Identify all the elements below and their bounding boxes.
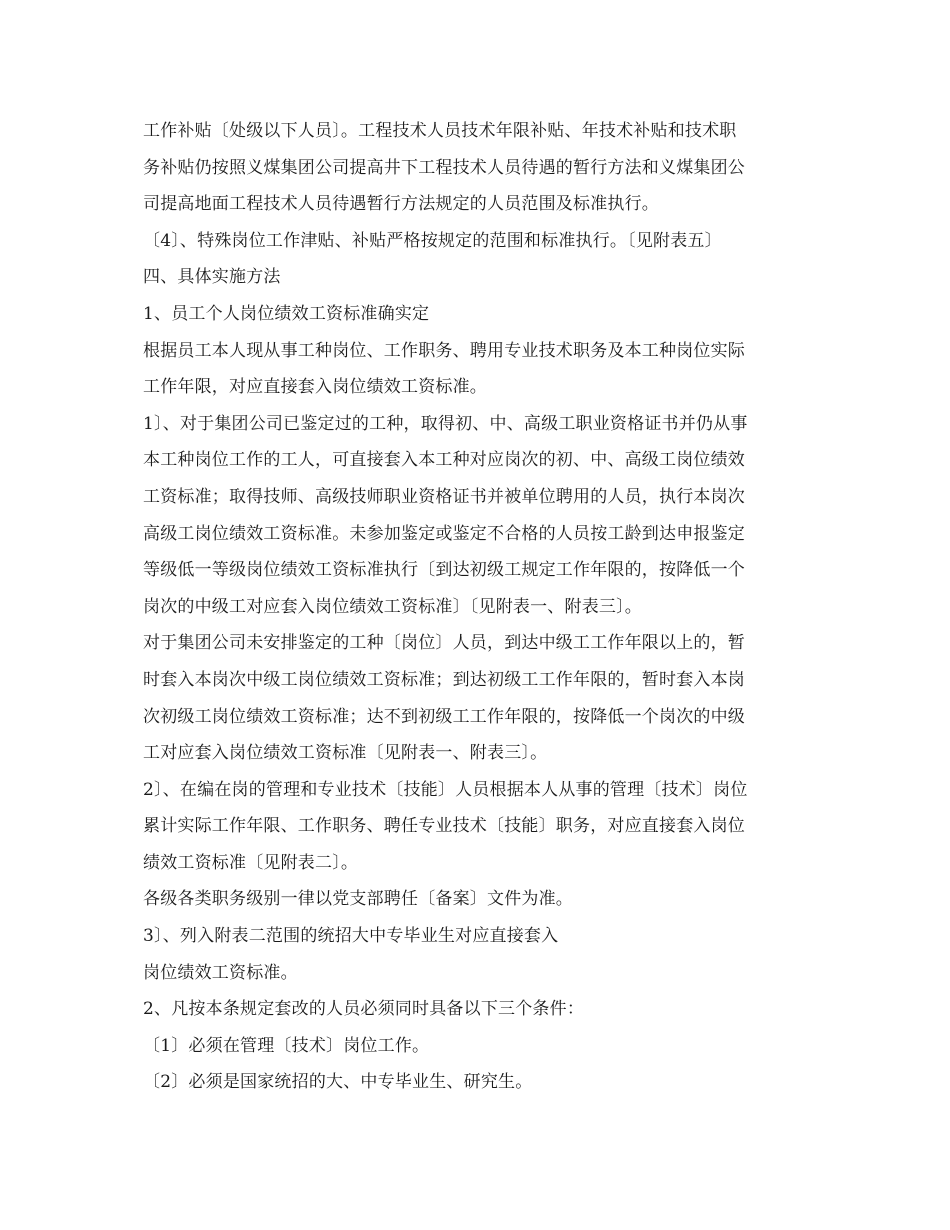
section-heading: 四、具体实施方法 — [143, 267, 281, 288]
text-line: 次初级工岗位绩效工资标准；达不到初级工工作年限的，按降低一个岗次的中级 — [143, 706, 745, 727]
subsection-heading: 1、员工个人岗位绩效工资标准确实定 — [143, 303, 430, 324]
text-line: 高级工岗位绩效工资标准。未参加鉴定或鉴定不合格的人员按工龄到达申报鉴定 — [143, 523, 745, 544]
text-line: 工对应套入岗位绩效工资标准〔见附表一、附表三〕。 — [143, 743, 548, 764]
text-line: 对于集团公司未安排鉴定的工种〔岗位〕人员，到达中级工工作年限以上的，暂 — [143, 633, 745, 654]
text-line: 1〕、对于集团公司已鉴定过的工种，取得初、中、高级工职业资格证书并仍从事 — [143, 413, 748, 434]
text-line: 务补贴仍按照义煤集团公司提高井下工程技术人员待遇的暂行方法和义煤集团公 — [143, 157, 745, 178]
list-item: 〔2〕必须是国家统招的大、中专毕业生、研究生。 — [143, 1072, 533, 1093]
subsection-heading: 2、凡按本条规定套改的人员必须同时具备以下三个条件： — [143, 999, 585, 1020]
text-line: 工作补贴〔处级以下人员〕。工程技术人员技术年限补贴、年技术补贴和技术职 — [143, 121, 737, 141]
text-line: 时套入本岗次中级工岗位绩效工资标准；到达初级工工作年限的，暂时套入本岗 — [143, 669, 745, 690]
text-line: 司提高地面工程技术人员待遇暂行方法规定的人员范围及标准执行。 — [143, 194, 659, 215]
text-line: 绩效工资标准〔见附表二〕。 — [143, 852, 359, 873]
text-line: 工资标准；取得技师、高级技师职业资格证书并被单位聘用的人员，执行本岗次 — [143, 486, 745, 507]
text-line: 岗次的中级工对应套入岗位绩效工资标准〕〔见附表一、附表三〕。 — [143, 596, 642, 617]
text-line: 岗位绩效工资标准。 — [143, 962, 298, 983]
text-line: 工作年限，对应直接套入岗位绩效工资标准。 — [143, 377, 487, 398]
text-line: 等级低一等级岗位绩效工资标准执行〔到达初级工规定工作年限的，按降低一个 — [143, 560, 745, 581]
text-line: 3〕、列入附表二范围的统招大中专毕业生对应直接套入 — [143, 926, 559, 947]
document-body — [143, 113, 813, 1101]
text-line: 各级各类职务级别一律以党支部聘任〔备案〕文件为准。 — [143, 889, 573, 910]
text-line: 2〕、在编在岗的管理和专业技术〔技能〕人员根据本人从事的管理〔技术〕岗位 — [143, 779, 748, 800]
text-line: 〔4〕、特殊岗位工作津贴、补贴严格按规定的范围和标准执行。〔见附表五〕 — [143, 230, 722, 251]
text-line: 累计实际工作年限、工作职务、聘任专业技术〔技能〕职务，对应直接套入岗位 — [143, 816, 745, 837]
text-line: 根据员工本人现从事工种岗位、工作职务、聘用专业技术职务及本工种岗位实际 — [143, 340, 745, 361]
text-line: 本工种岗位工作的工人，可直接套入本工种对应岗次的初、中、高级工岗位绩效 — [143, 450, 745, 471]
list-item: 〔1〕必须在管理〔技术〕岗位工作。 — [143, 1035, 430, 1056]
